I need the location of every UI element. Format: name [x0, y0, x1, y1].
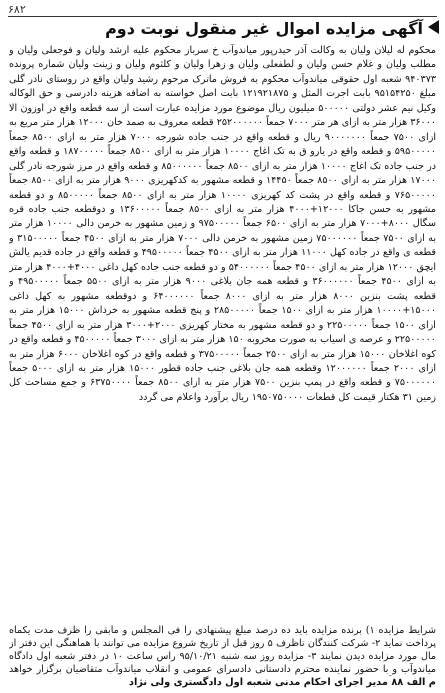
notice-body: محکوم له لیلان ولیان به وکالت آذر حیدرپور میاندوآب خ سرباز محکوم علیه ارشد ولیان و فوجعلی ولیان و مطلب ولیان و غلام حسن ولیان و لطفعلی ولیان و زهرا ولیان و کلثوم ولیان و زینت ولیان شماره پرونده ۹۴۰۳۷۳ شعبه اول حقوقی میاندوآب محکوم به فروش ماترک مرحوم رشید ولیان واقع در روستای نادر گلی مبلغ ۹۵۱۵۴۲۵۰ بابت اجرت المثل و ۱۲۱۹۲۱۸۷۵ بابت اصل خواسته به اضافه هزینه دادرسی و حق الوکاله وکیل نیم عشر دولتی ۵۰۰۰۰۰ میلیون ریال موضوع مورد مزایده عبارت است از سه قطعه واقع در اوزون الا ۳۶۰۰۰ هزار متر به ازای هر متر ۷۰۰۰ جمعاً ۲۵۲۰۰۰۰۰۰ قطعه معروف به صمد خان ۱۲۰۰۰ هزار متر مربع به ازای ۷۵۰۰ جمعاً ۹۰۰۰۰۰۰۰ ریال و قطعه واقع در جنب جاده شورجه ۷۰۰۰ هزار متر به ازای ۸۵۰۰ جمعاً ۵۹۵۰۰۰۰۰ و قطعه واقع در یارو ق به تک اغاج ۱۰۰۰۰ هزار متر به ازای ۸۵۰۰ جمعاً ۱۸۷۰۰۰۰۰ و قطعه واقع در جنب جاده تک اغاج ۱۰۰۰۰ هزار متر به ازای ۸۵۰۰ جمعاً ۸۵۰۰۰۰۰۰ و قطعه واقع در مرز شورجه نادر گلی ۱۷۰۰۰ هزار متر به ازای ۸۵۰۰ جمعاً ۱۴۴۵۰ و قطعه مشهور به کدکهریزی ۹۰۰۰ هزار متر به ازای ۸۵۰۰ جمعاً ۷۶۵۰۰۰۰۰ و قطعه واقع در پشت کد کهریزی ۱۰۰۰۰ هزار متر به ازای ۸۵۰۰ جمعاً ۸۵۰۰۰۰۰ و دو قطعه مشهور به حسن جاکا ۱۲۰۰۰+۴۰۰۰ هزار متر به ازای ۸۵۰۰ جمعاً ۱۳۶۰۰۰۰۰ و دوقطعه جنب جاده قره سگال ۸۰۰۰+۷۰۰۰ هزار متر به ازای ۶۵۰۰ جمعاً ۹۷۵۰۰۰۰۰ و زمین مشهور به خرمن دالی ۱۰۰۰۰ هزار متر به ازای ۷۵۰۰ جمعاً ۷۵۰۰۰۰۰۰ زمین مشهور به خرمن دالی ۷۰۰۰ هزار متر به ازای ۴۵۰۰ جمعاً ۳۱۵۰۰۰۰۰ و قطعه ی واقع در جاده کهل ۱۱۰۰۰ هزار متر به ازای ۴۵۰۰ جمعاً ۴۹۵۰۰۰۰۰ و قطعه واقع در جاده قدیم یالش ایچق ۱۲۰۰۰ هزار متر به ازای ۴۵۰۰ جمعاً ۵۴۰۰۰۰۰۰ و دو قطعه جنب جاده کهل داغی ۴۰۰۰+۴۰۰۰ هزار متر به ازای ۴۵۰۰ جمعاً ۳۶۰۰۰۰۰۰ و قطعه همه جان بلاغی ۹۰۰۰ هزار متر به ازای ۵۵۰۰ جمعاً ۴۹۵۰۰۰۰۰ و قطعه پشت بنزین ۸۰۰۰ هزار متر به ازای ۸۰۰۰ جمعاً ۶۴۰۰۰۰۰۰ و دوقطعه مشهور به کهل داغی ۱۵۰۰۰+۱۰۰۰۰ هزار متر به ازای ۱۵۰۰ جمعاً ۲۸۵۰۰۰۰۰ و پنج قطعه مشهور به خرداش ۱۵۰۰۰ هزار متر به ازای ۱۵۰۰ جمعاً ۲۲۵۰۰۰۰۰ و دو قطعه مشهور به مختار کهریزی ۲۰۰۰+۳۰۰۰ هزار متر به ازای ۴۵۰۰ جمعاً ۲۲۵۰۰۰۰۰ و عرصه ی اسیاب به صورت مخروبه ۱۵۰ هزار متر به ازای ۳۰۰۰ جمعاً ۴۵۰۰۰۰۰ و قطعه واقع در کوه اغلاخان ۱۵۰۰۰ هزار متر به ازای ۲۵۰۰ جمعاً ۳۷۵۰۰۰۰۰ و قطعه واقع در کوه اغلاخان ۶۰۰۰ هزار متر به ازای ۲۰۰۰ جمعاً ۱۲۰۰۰۰۰۰ وقطعه همه جان بلاغی جنب جاده قطور ۱۵۰۰۰ هزار متر به ازای ۵۰۰۰ جمعاً ۷۵۰۰۰۰۰۰ و قطعه واقع در پمپ بنزین ۷۵۰۰ هزار متر به ازای ۸۵۰۰ جمعاً ۶۳۷۵۰۰۰۰ و جمع مساحت کل زمین ۳۱ هکتار قیمت کل قطعات ۱۹۵۰۷۵۰۰۰۰ ریال برآورد واعلام می گردد: [9, 45, 436, 403]
triangle-marker-icon: [428, 20, 439, 34]
notice-title: آگهی مزایده اموال غیر منقول نوبت دوم: [105, 19, 423, 38]
page-number: ۶۸۲: [8, 3, 26, 16]
notice-signature: م الف ۸۸ مدیر اجرای احکام مدنی شعبه اول دادگستری ولی نژاد: [128, 677, 436, 688]
top-divider: [8, 16, 437, 17]
auction-conditions: شرایط مزایده ۱) برنده مزایده باید ده درصد مبلغ پیشنهادی را فی المجلس و مابقی را ظرف مدت یکماه پرداخت نماید ۲- شرکت کنندگان تاظرف ۵ روز قبل از تاریخ شروع مزایده می توانند با هماهنگی این دفتر از مال مورد مزایده دیدن نمایند ۳- مزایده روز سه شنبه ۹۵/۱۰/۲۱ راس ساعت ۱۰ در دفتر شعبه اول دادگاه میاندوآب و با حضور نماینده محترم دادستانی دادسرای عمومی و انقلاب میاندوآب متقاضیان برگزار خواهد: [9, 625, 436, 675]
